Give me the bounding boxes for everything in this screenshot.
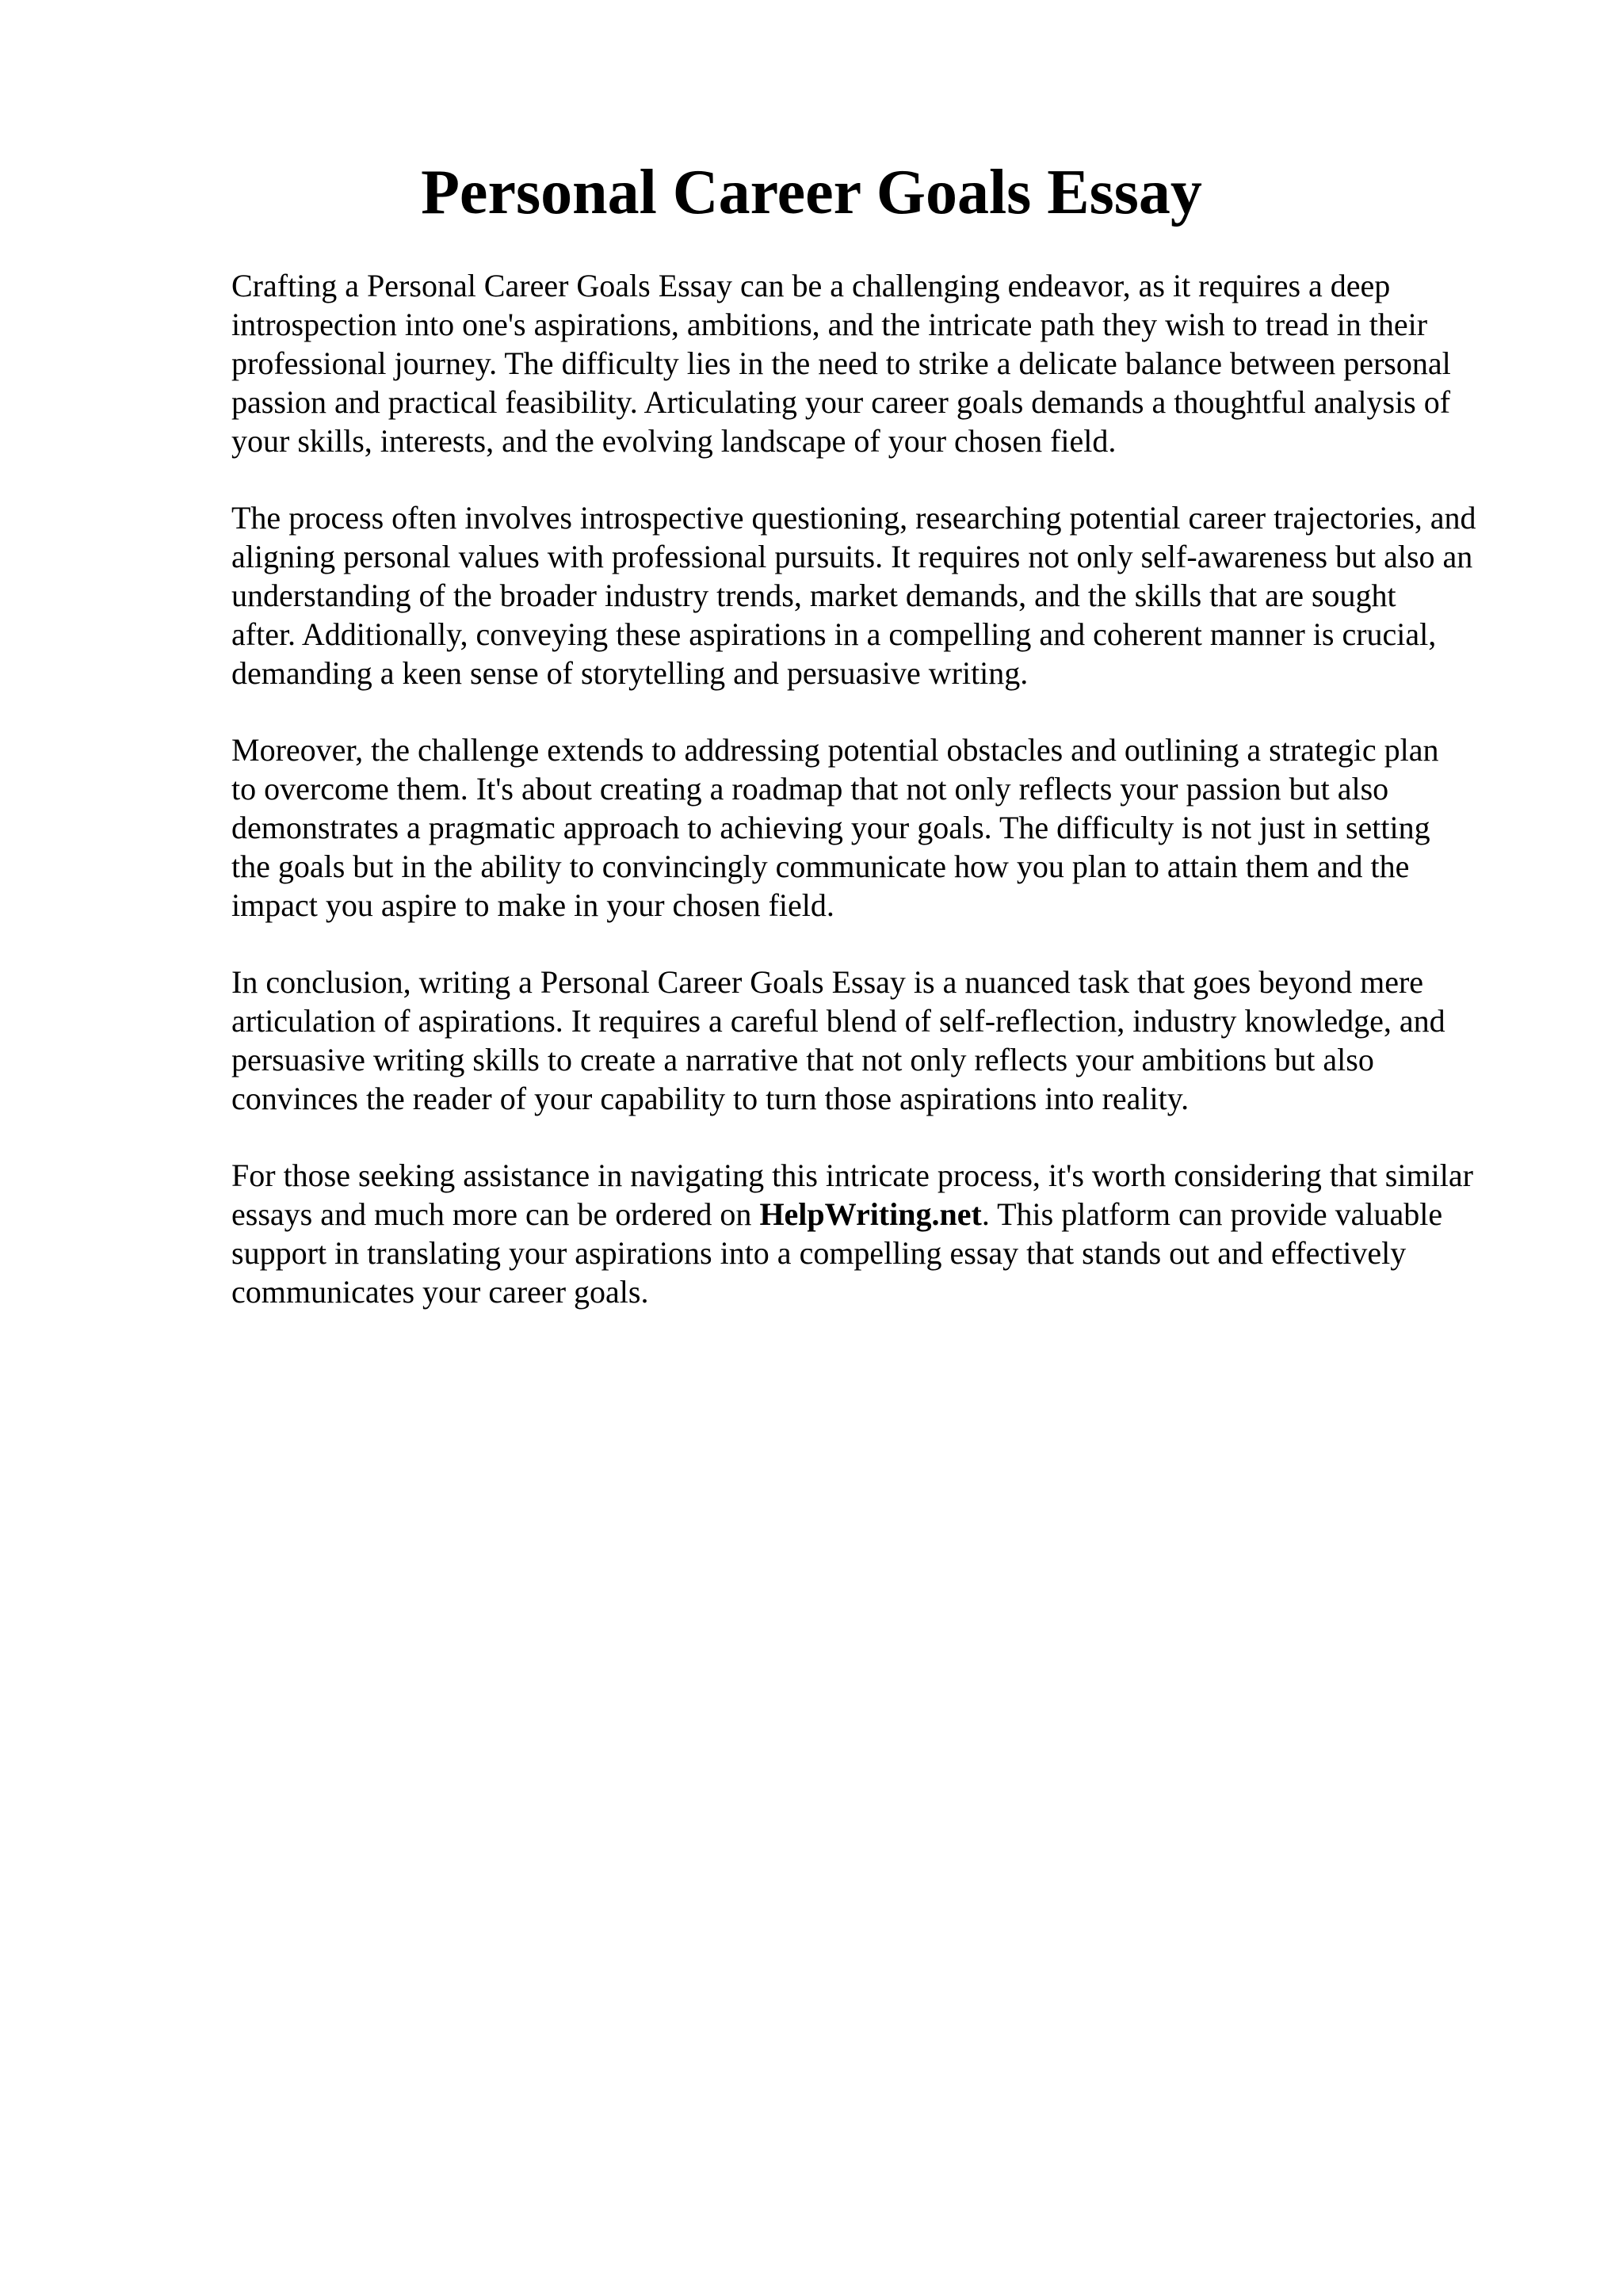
essay-body xyxy=(231,266,1539,1349)
page-title: Personal Career Goals Essay xyxy=(421,158,1202,227)
helpwriting-link[interactable]: HelpWriting.net xyxy=(759,1196,982,1232)
paragraph-1: Crafting a Personal Career Goals Essay can be a challenging endeavor, as it requires a deep introspection into one's aspirations, ambitions, and the intricate path they wish to tread in their professional journey. The difficulty lies in the need to strike a delicate balance between personal passion and practical feasibility. Articulating your career goals demands a thoughtful analysis of your skills, interests, and the evolving landscape of your chosen field. xyxy=(231,268,1451,459)
paragraph-5-before: For those seeking assistance in navigating this intricate process, it's worth considering that similar essays and much more can be ordered on xyxy=(231,1158,1473,1232)
paragraph-3: Moreover, the challenge extends to addressing potential obstacles and outlining a strategic plan to overcome them. It's about creating a roadmap that not only reflects your passion but also demonstrates a pragmatic approach to achieving your goals. The difficulty is not just in setting the goals but in the ability to convincingly communicate how you plan to attain them and the impact you aspire to make in your chosen field. xyxy=(231,732,1439,923)
paragraph-4: In conclusion, writing a Personal Career Goals Essay is a nuanced task that goes beyond mere articulation of aspirations. It requires a careful blend of self-reflection, industry knowledge, and persuasive writing skills to create a narrative that not only reflects your ambitions but also convinces the reader of your capability to turn those aspirations into reality. xyxy=(231,964,1445,1116)
paragraph-5-after: . This platform can provide valuable support in translating your aspirations into a compelling essay that stands out and effectively communicates your career goals. xyxy=(231,1196,1443,1310)
paragraph-5 xyxy=(231,1156,1539,1311)
paragraph-2: The process often involves introspective questioning, researching potential career trajectories, and aligning personal values with professional pursuits. It requires not only self-awareness but also an understanding of the broader industry trends, market demands, and the skills that are sought after. Additionally, conveying these aspirations in a compelling and coherent manner is crucial, demanding a keen sense of storytelling and persuasive writing. xyxy=(231,500,1476,691)
